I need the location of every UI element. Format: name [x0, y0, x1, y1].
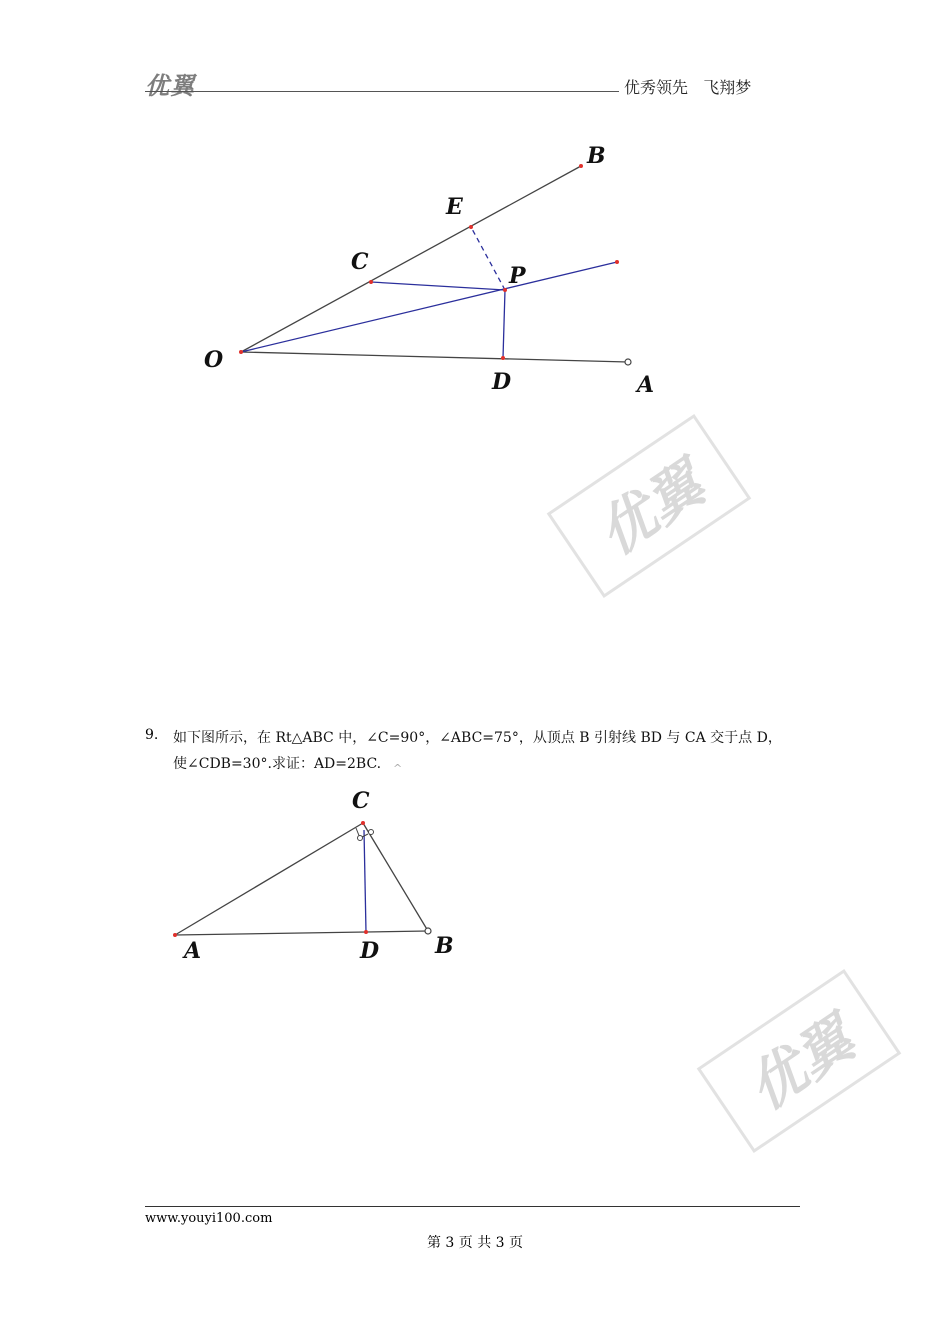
question-text-line2: 使∠CDB=30°.求证：AD=2BC.: [173, 756, 382, 772]
point-d: [501, 356, 505, 360]
watermark: 优翼: [547, 414, 752, 598]
point-c: [369, 280, 373, 284]
segment-pe-dashed: [471, 227, 505, 290]
point-c: [361, 821, 365, 825]
label-b: B: [587, 143, 606, 169]
ray-ob: [241, 166, 581, 352]
caret-icon: ^: [393, 762, 403, 775]
point-a: [173, 933, 177, 937]
question-number: 9.: [145, 727, 159, 743]
footer-rule: [145, 1206, 800, 1207]
bisector-op: [241, 262, 617, 352]
segment-pd: [503, 290, 505, 358]
segment-cd: [364, 830, 366, 932]
label-b: B: [435, 933, 454, 959]
angle-marker: [358, 836, 363, 841]
ray-oa: [241, 352, 628, 362]
segment-cp: [371, 282, 505, 290]
watermark: 优翼: [697, 969, 902, 1153]
point-o: [239, 350, 243, 354]
header-slogan: 优秀领先 飞翔梦: [624, 78, 752, 97]
label-d: D: [492, 369, 512, 395]
point-d: [364, 930, 368, 934]
side-ab: [175, 931, 428, 935]
page-number: 第 3 页 共 3 页: [426, 1235, 524, 1251]
label-d: D: [360, 938, 380, 964]
label-c: C: [352, 788, 370, 814]
point-b: [579, 164, 583, 168]
label-c: C: [351, 249, 369, 275]
label-a: A: [184, 938, 202, 964]
footer-url: www.youyi100.com: [145, 1211, 273, 1226]
point-e: [469, 225, 473, 229]
point-a: [625, 359, 631, 365]
watermark-clip: [700, 960, 867, 1123]
angle-bisector-figure: [0, 0, 950, 420]
right-triangle-figure: [0, 780, 950, 980]
label-e: E: [446, 194, 463, 220]
point-p: [503, 288, 507, 292]
question-text-line1: 如下图所示，在 Rt△ABC 中，∠C=90°，∠ABC=75°，从顶点 B 引射线 BD 与 CA 交于点 D，: [173, 730, 782, 746]
youyi-logo: 优翼: [145, 72, 195, 100]
side-ac: [175, 823, 363, 935]
angle-marker: [369, 830, 374, 835]
side-cb: [363, 823, 428, 931]
label-p: P: [509, 263, 526, 289]
point-b: [425, 928, 431, 934]
point-bisector-end: [615, 260, 619, 264]
label-o: O: [204, 347, 224, 373]
label-a: A: [637, 372, 655, 398]
